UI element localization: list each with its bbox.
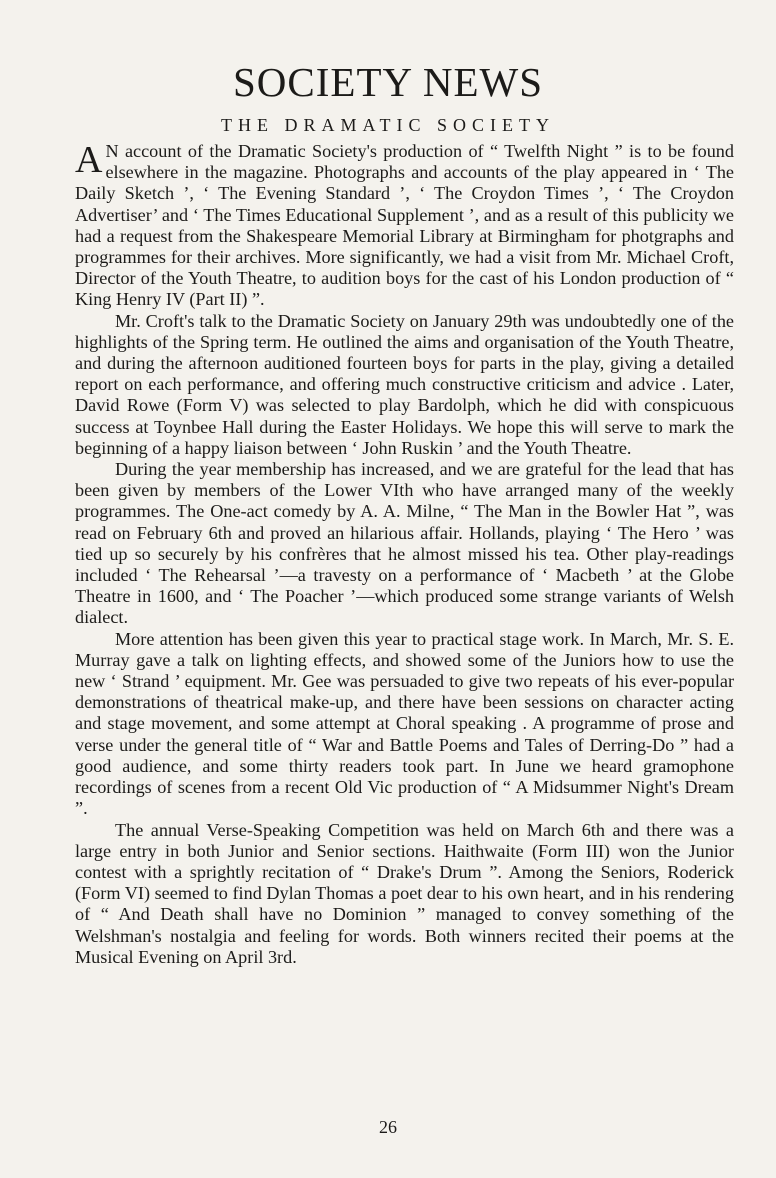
page-number: 26 xyxy=(379,1117,397,1137)
paragraph-5: The annual Verse-Speaking Competition was held on March 6th and there was a large entry in both Junior and Senior sections. Haithwaite (Form III) won the Junior contest with a sprightly recitation of “ Drake's Drum ”. Among the Seniors, Roderick (Form VI) seemed to find Dylan Thomas a poet dear to his own heart, and in his rendering of “ And Death shall have no Dominion ” managed to convey something of the Welshman's nostalgia and feeling for words. Both winners recited their poems at the Musical Evening on April 3rd. xyxy=(75,819,734,967)
paragraph-1-text: N account of the Dramatic Society's production of “ Twelfth Night ” is to be found elsewhere in the magazine. Photographs and accounts of the play appeared in ‘ The Daily Sketch ’, ‘ The Evening Standard ’, ‘ The Croydon Times ’, ‘ The Croydon Advertiser’ and ‘ The Times Educational Supplement ’, and as a result of this publicity we had a request from the Shakespeare Memorial Library at Birmingham for photgraphs and programmes for their archives. More significantly, we had a visit from Mr. Michael Croft, Director of the Youth Theatre, to audition boys for the cast of his London production of “ King Henry IV (Part II) ”. xyxy=(75,141,734,310)
section-subtitle: THE DRAMATIC SOCIETY xyxy=(221,115,555,135)
drop-cap: A xyxy=(75,139,103,181)
paragraph-1 xyxy=(75,141,734,311)
article-body xyxy=(75,141,734,968)
paragraph-2: Mr. Croft's talk to the Dramatic Society on January 29th was undoubtedly one of the highlights of the Spring term. He outlined the aims and organisation of the Youth Theatre, and during the afternoon auditioned fourteen boys for parts in the play, giving a detailed report on each performance, and offering much constructive criticism and advice . Later, David Rowe (Form V) was selected to play Bardolph, which he did with conspicuous success at Toynbee Hall during the Easter Holidays. We hope this will serve to mark the beginning of a happy liaison between ‘ John Ruskin ’ and the Youth Theatre. xyxy=(75,310,734,458)
paragraph-3: During the year membership has increased, and we are grateful for the lead that has been given by members of the Lower VIth who have arranged many of the weekly programmes. The One-act comedy by A. A. Milne, “ The Man in the Bowler Hat ”, was read on February 6th and proved an hilarious affair. Hollands, playing ‘ The Hero ’ was tied up so securely by his confrères that he almost missed his tea. Other play-readings included ‘ The Rehearsal ’—a travesty on a performance of ‘ Macbeth ’ at the Globe Theatre in 1600, and ‘ The Poacher ’—which produced some strange variants of Welsh dialect. xyxy=(75,459,734,628)
page-title: SOCIETY NEWS xyxy=(233,59,543,105)
paragraph-4: More attention has been given this year to practical stage work. In March, Mr. S. E. Murray gave a talk on lighting effects, and showed some of the Juniors how to use the new ‘ Strand ’ equipment. Mr. Gee was persuaded to give two repeats of his ever-popular demonstrations of theatrical make-up, and there have been sessions on character acting and stage movement, and some attempt at Choral speaking . A programme of prose and verse under the general title of “ War and Battle Poems and Tales of Derring-Do ” had a good audience, and some thirty readers took part. In June we heard gramophone recordings of scenes from a recent Old Vic production of “ A Midsummer Night's Dream ”. xyxy=(75,628,734,819)
